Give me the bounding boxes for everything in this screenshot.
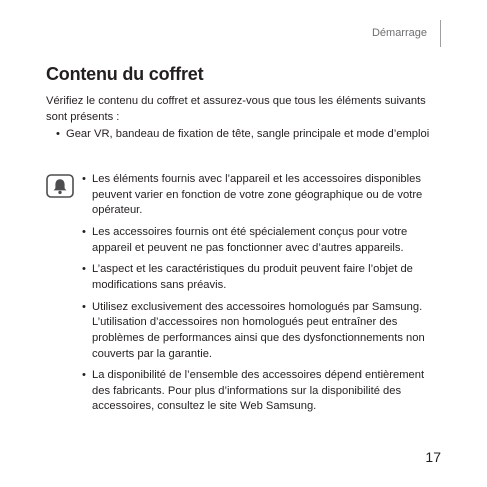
notice-item [78,225,440,256]
notice-item [78,368,440,415]
notice-item-text: Utilisez exclusivement des accessoires homologués par Samsung. L’utilisation d’accessoires non homologués peut entraîner des problèmes de performances ainsi que des dysfonctionnements non couverts par la garantie. [92,300,425,360]
header-divider [440,20,441,47]
intro-text: Vérifiez le contenu du coffret et assurez-vous que tous les éléments suivants sont présents : [46,95,426,123]
bullet: • [82,369,86,382]
bullet: • [82,300,86,313]
bell-icon [46,174,74,198]
notice-item-text: La disponibilité de l’ensemble des accessoires dépend entièrement des fabricants. Pour plus d’informations sur la disponibilité des accessoires, consultez le site Web Samsung. [92,369,425,413]
page-number: 17 [425,449,441,465]
bullet: • [82,263,86,276]
page-title: Contenu du coffret [46,64,204,84]
notice-item-text: Les accessoires fournis ont été spécialement conçus pour votre appareil et peuvent ne pas fonctionner avec d’autres appareils. [92,225,408,254]
notice-item [78,300,440,362]
list-item-text: Gear VR, bandeau de fixation de tête, sangle principale et mode d’emploi [66,128,430,140]
notice-item [78,172,440,219]
bullet: • [82,173,86,185]
notice-item-text: Les éléments fournis avec l’appareil et les accessoires disponibles peuvent varier en fonction de votre zone géographique ou de votre opérateur. [92,173,423,217]
bullet: • [56,128,60,140]
bullet: • [82,225,86,238]
notice-item-text: L’aspect et les caractéristiques du produit peuvent faire l’objet de modifications sans préavis. [92,263,413,291]
notice-item [78,262,440,293]
list-item [46,127,436,143]
contents-list [46,127,436,143]
notice-list [78,172,440,415]
section-header: Démarrage [371,27,427,39]
